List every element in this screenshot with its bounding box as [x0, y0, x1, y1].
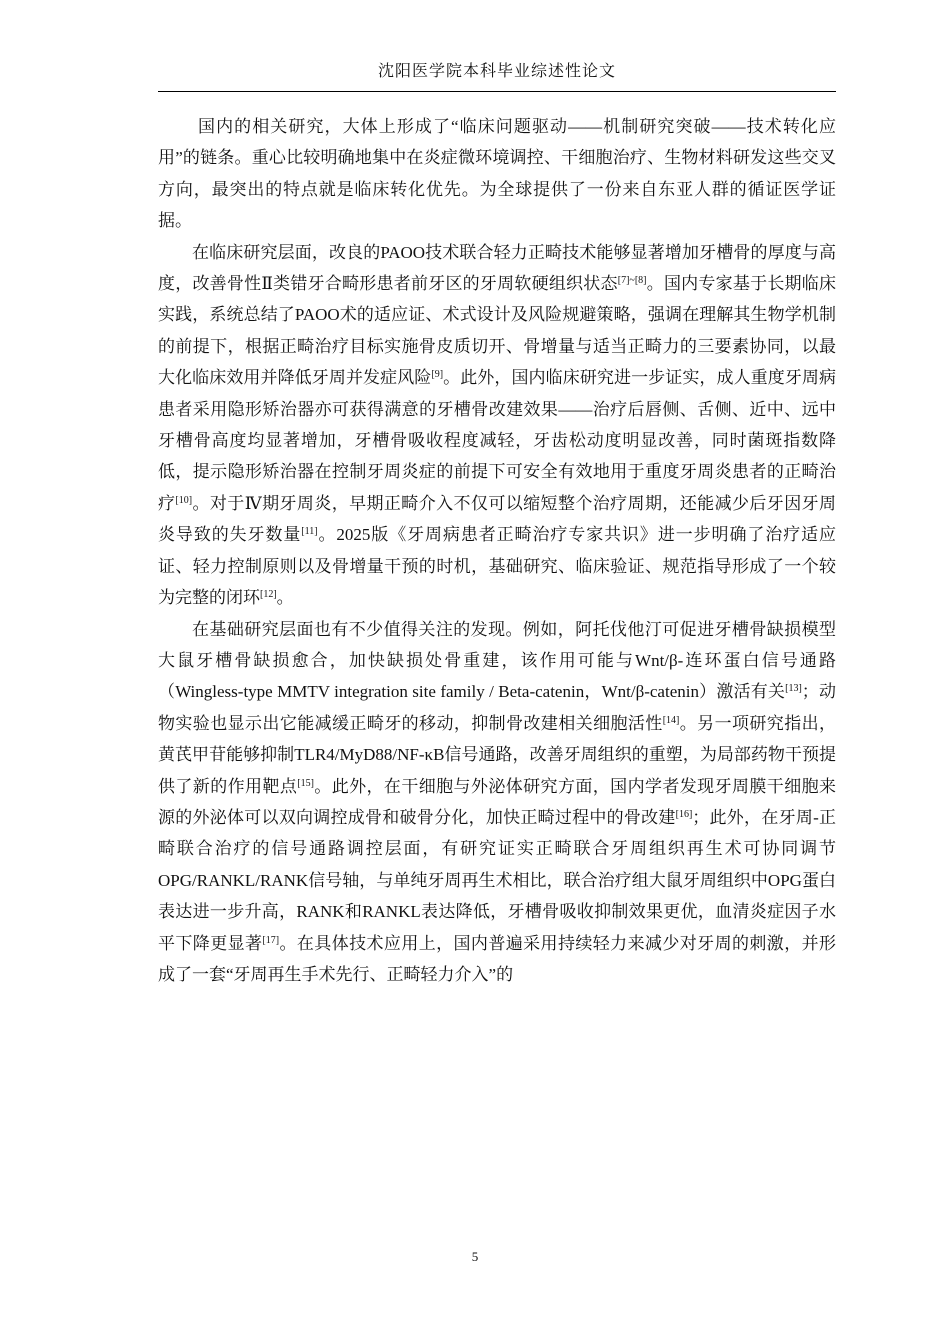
- text-run: ；此外，在牙周-正畸联合治疗的信号通路调控层面，有研究证实正畸联合牙周组织再生术可协同调节OPG/RANKL/RANK信号轴，与单纯牙周再生术相比，联合治疗组大鼠牙周组织中OPG蛋白表达进一步升高，RANK和RANKL表达降低，牙槽骨吸收抑制效果更优，血清炎症因子水平下降更显著: [158, 807, 836, 953]
- body-text: [158, 111, 836, 990]
- paragraph: [158, 237, 836, 614]
- text-run: 。另一项研究指出，黄芪甲苷能够抑制TLR4/MyD88/NF-κB信号通路，改善牙周组织的重塑，为局部药物干预提供了新的作用靶点: [158, 713, 837, 796]
- text-run: 。在具体技术应用上，国内普遍采用持续轻力来减少对牙周的刺激，并形成了一套“牙周再生手术先行、正畸轻力介入”的: [158, 933, 837, 984]
- citation-marker: [15]: [297, 777, 314, 789]
- citation-marker: [7]~[8]: [617, 275, 647, 287]
- paragraph: [158, 111, 836, 237]
- text-run: 。: [276, 588, 294, 608]
- text-run: 。2025版《牙周病患者正畸治疗专家共识》进一步明确了治疗适应证、轻力控制原则以及骨增量干预的时机，基础研究、临床验证、规范指导形成了一个较为完整的闭环: [158, 525, 837, 608]
- running-header: 沈阳医学院本科毕业综述性论文: [377, 63, 616, 80]
- text-run: 。国内专家基于长期临床实践，系统总结了PAOO术的适应证、术式设计及风险规避策略，强调在理解其生物学机制的前提下，根据正畸治疗目标实施骨皮质切开、骨增量与适当正畸力的三要素协同，以最大化临床效用并降低牙周并发症风险: [158, 274, 837, 388]
- text-run: 。对于Ⅳ期牙周炎，早期正畸介入不仅可以缩短整个治疗周期，还能减少后牙因牙周炎导致的失牙数量: [158, 493, 836, 545]
- page-number: 5: [471, 1249, 479, 1264]
- text-run: 国内的相关研究，大体上形成了“临床问题驱动——机制研究突破——技术转化应用”的链条。重心比较明确地集中在炎症微环境调控、干细胞治疗、生物材料研发这些交叉方向，最突出的特点就是临床转化优先。为全球提供了一份来自东亚人群的循证医学证据。: [158, 117, 836, 231]
- citation-marker: [12]: [260, 589, 277, 601]
- citation-marker: [9]: [431, 369, 444, 381]
- text-run: ；动物实验也显示出它能减缓正畸牙的移动，抑制骨改建相关细胞活性: [158, 682, 836, 733]
- header-divider: [158, 91, 836, 92]
- citation-marker: [14]: [662, 714, 680, 726]
- citation-marker: [13]: [785, 683, 802, 695]
- citation-marker: [16]: [675, 808, 693, 820]
- text-run: 在基础研究层面也有不少值得关注的发现。例如，阿托伐他汀可促进牙槽骨缺损模型大鼠牙槽骨缺损愈合，加快缺损处骨重建，该作用可能与Wnt/β-连环蛋白信号通路（Wingless-type MMTV integration site family / Beta-catenin，Wnt/β-catenin）激活有关: [158, 619, 836, 702]
- text-run: 在临床研究层面，改良的PAOO技术联合轻力正畸技术能够显著增加牙槽骨的厚度与高度，改善骨性Ⅱ类错牙合畸形患者前牙区的牙周软硬组织状态: [158, 242, 836, 294]
- paragraph: [158, 614, 836, 991]
- citation-marker: [11]: [301, 526, 318, 538]
- text-run: 。此外，国内临床研究进一步证实，成人重度牙周病患者采用隐形矫治器亦可获得满意的牙槽骨改建效果——治疗后唇侧、舌侧、近中、远中牙槽骨高度均显著增加，牙槽骨吸收程度减轻，牙齿松动度明显改善，同时菌斑指数降低，提示隐形矫治器在控制牙周炎症的前提下可安全有效地用于重度牙周炎患者的正畸治疗: [158, 368, 837, 513]
- citation-marker: [10]: [175, 494, 193, 506]
- text-run: 。此外，在干细胞与外泌体研究方面，国内学者发现牙周膜干细胞来源的外泌体可以双向调控成骨和破骨分化，加快正畸过程中的骨改建: [158, 776, 837, 827]
- citation-marker: [17]: [262, 934, 280, 946]
